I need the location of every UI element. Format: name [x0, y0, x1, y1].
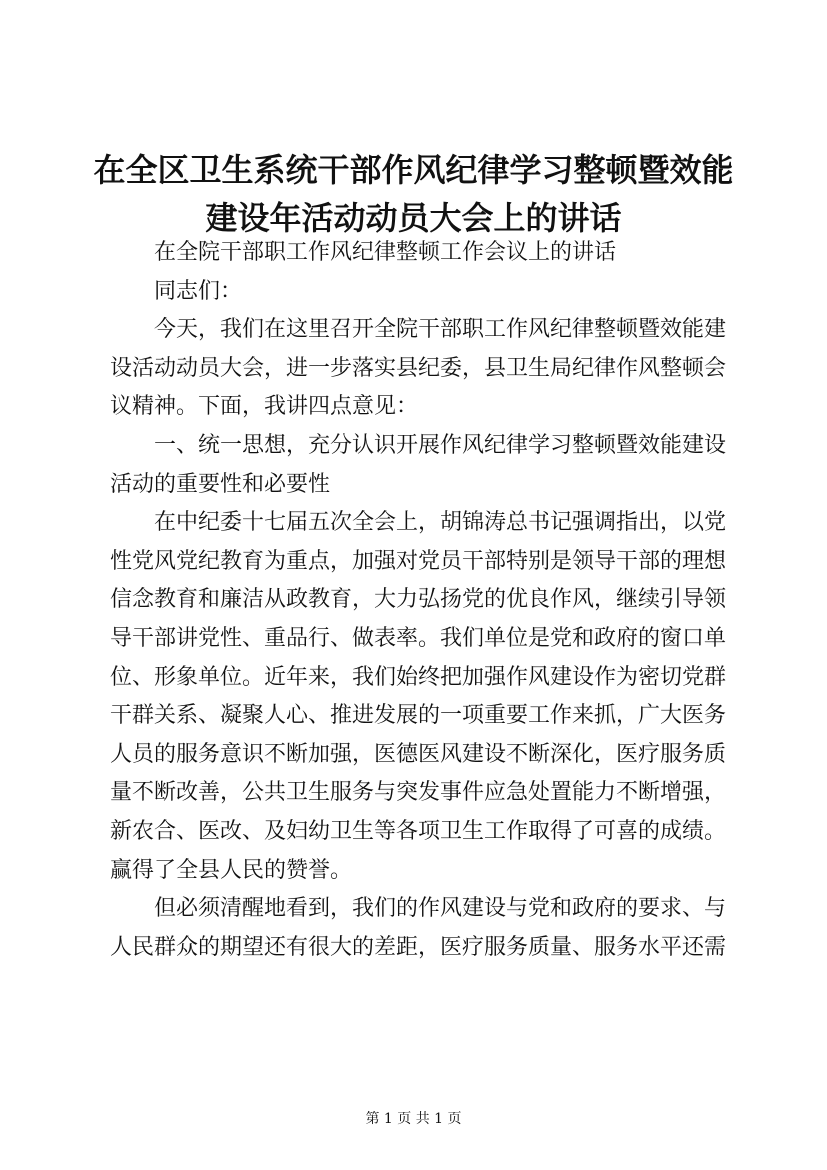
- paragraph-line: 同志们：: [154, 278, 243, 304]
- paragraph-line: 性党风党纪教育为重点，加强对党员干部特别是领导干部的理想: [110, 548, 727, 574]
- paragraph: [110, 890, 730, 967]
- paragraph-line: 人民群众的期望还有很大的差距，医疗服务质量、服务水平还需: [110, 934, 727, 960]
- title-line: 建设年活动动员大会上的讲话: [205, 199, 622, 237]
- paragraph-line: 量不断改善，公共卫生服务与突发事件应急处置能力不断增强，: [110, 780, 727, 806]
- document-body: [110, 234, 730, 967]
- paragraph: [110, 427, 730, 504]
- paragraph-line: 赢得了全县人民的赞誉。: [110, 857, 353, 883]
- page-number-footer: 第 1 页 共 1 页: [365, 1111, 462, 1127]
- paragraph-line: 位、形象单位。近年来，我们始终把加强作风建设作为密切党群: [110, 664, 727, 690]
- document-title: [60, 146, 767, 242]
- paragraph-line: 导干部讲党性、重品行、做表率。我们单位是党和政府的窗口单: [110, 625, 727, 651]
- paragraph-line: 人员的服务意识不断加强，医德医风建设不断深化，医疗服务质: [110, 741, 727, 767]
- paragraph-line: 在中纪委十七届五次全会上，胡锦涛总书记强调指出，以党: [154, 510, 727, 536]
- paragraph: [110, 273, 730, 312]
- paragraph-line: 但必须清醒地看到，我们的作风建设与党和政府的要求、与: [154, 896, 727, 922]
- paragraph-line: 活动的重要性和必要性: [110, 471, 331, 497]
- paragraph-line: 在全院干部职工作风纪律整顿工作会议上的讲话: [154, 240, 617, 265]
- paragraph-line: 一、统一思想，充分认识开展作风纪律学习整顿暨效能建设: [154, 432, 727, 458]
- paragraph-line: 今天，我们在这里召开全院干部职工作风纪律整顿暨效能建: [154, 317, 727, 343]
- paragraph-line: 新农合、医改、及妇幼卫生等各项卫生工作取得了可喜的成绩。: [110, 818, 727, 844]
- paragraph-line: 议精神。下面，我讲四点意见：: [110, 394, 419, 420]
- paragraph: [110, 234, 730, 273]
- paragraph-line: 信念教育和廉洁从政教育，大力弘扬党的优良作风，继续引导领: [110, 587, 727, 613]
- paragraph-line: 设活动动员大会，进一步落实县纪委，县卫生局纪律作风整顿会: [110, 355, 727, 381]
- paragraph-line: 干群关系、凝聚人心、推进发展的一项重要工作来抓，广大医务: [110, 703, 727, 729]
- paragraph: [110, 311, 730, 427]
- paragraph: [110, 504, 730, 890]
- title-line: 在全区卫生系统干部作风纪律学习整顿暨效能: [93, 151, 734, 189]
